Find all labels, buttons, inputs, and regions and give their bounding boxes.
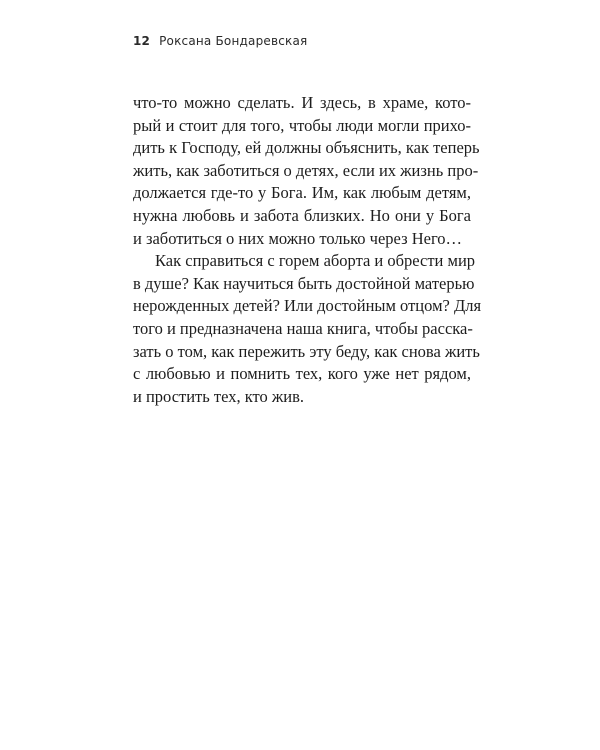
text-line: и заботиться о них можно только через Него… xyxy=(133,228,463,248)
text-line: должается где-то у Бога. Им, как любым детям, xyxy=(133,183,471,203)
text-line: с любовью и помнить тех, кого уже нет рядом, xyxy=(133,364,471,384)
body-text xyxy=(133,92,482,408)
paragraph-2 xyxy=(133,250,482,408)
text-line: и простить тех, кто жив. xyxy=(133,386,305,406)
text-line: нужна любовь и забота близких. Но они у Бога xyxy=(133,205,471,225)
text-line: в душе? Как научиться быть достойной матерью xyxy=(133,273,475,293)
running-head-author: Роксана Бондаревская xyxy=(159,34,308,48)
text-line: зать о том, как пережить эту беду, как снова жить xyxy=(133,341,480,361)
paragraph-1 xyxy=(133,92,480,250)
text-line: дить к Господу, ей должны объяснить, как теперь xyxy=(133,138,480,158)
text-line: нерожденных детей? Или достойным отцом? Для xyxy=(133,296,482,316)
running-head xyxy=(133,34,307,48)
page-number: 12 xyxy=(133,34,151,48)
text-line: Как справиться с горем аборта и обрести мир xyxy=(155,251,476,271)
text-line: жить, как заботиться о детях, если их жизнь про- xyxy=(133,160,479,180)
text-line: рый и стоит для того, чтобы люди могли прихо- xyxy=(133,115,471,135)
text-line: того и предназначена наша книга, чтобы расска- xyxy=(133,318,473,338)
text-line: что-то можно сделать. И здесь, в храме, кото- xyxy=(133,93,471,112)
